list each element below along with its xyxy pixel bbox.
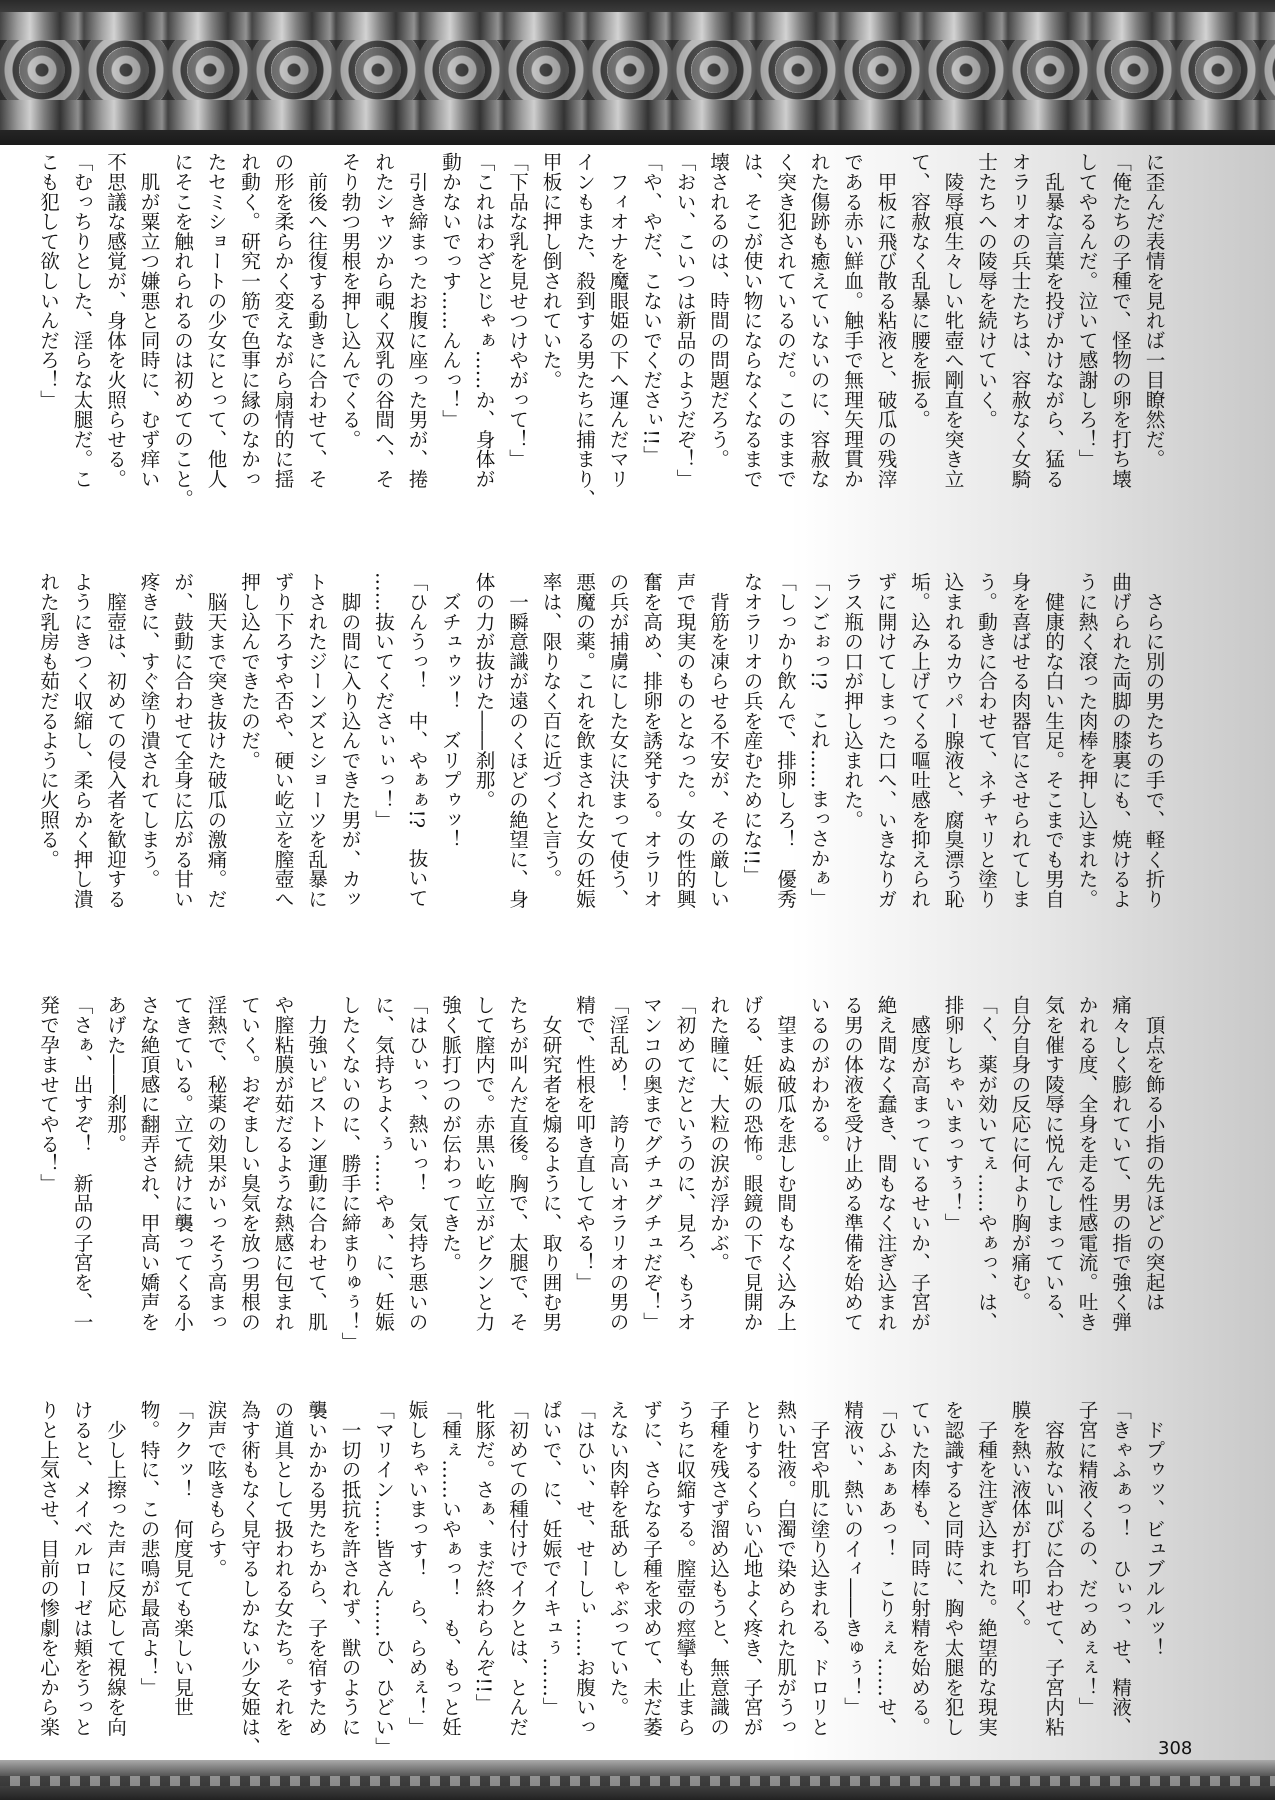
- text-line: 奮を高め、排卵を誘発する。オラリオ: [639, 572, 663, 909]
- text-line: に歪んだ表情を見れば一目瞭然だ。: [1142, 152, 1165, 469]
- text-line: 強く脈打つのが伝わってきた。: [438, 995, 462, 1273]
- text-line: かれる度、全身を走る性感電流。吐き: [1075, 995, 1098, 1332]
- text-line: 涙声で呟きもらす。: [204, 1400, 227, 1579]
- text-line: 「種ぇ……いやぁっ！ も、もっと妊: [438, 1400, 462, 1737]
- text-line: 子宮に精液くるの、だっめぇぇ！」: [1075, 1400, 1098, 1717]
- text-line: 女研究者を煽るように、取り囲む男: [539, 995, 562, 1332]
- text-line: 「さぁ、出すぞ！ 新品の子宮を、一: [70, 995, 93, 1332]
- page-number: 308: [1158, 1738, 1193, 1759]
- text-line: 為す術もなく見守るしかない少女姫は、: [237, 1400, 261, 1757]
- text-line: 押し込んできたのだ。: [237, 572, 261, 770]
- text-line: れたシャツから覗く双乳の谷間へ、そ: [371, 152, 395, 489]
- text-line: れた傷跡も癒えていないのに、容赦な: [807, 152, 830, 489]
- text-line: 「しっかり飲んで、排卵しろ！ 優秀: [773, 572, 797, 909]
- text-tier-1: [36, 152, 1170, 572]
- text-line: さな絶頂感に翻弄され、甲高い嬌声を: [137, 995, 160, 1332]
- text-line: 子種を注ぎ込まれた。絶望的な現実: [974, 1400, 998, 1737]
- text-line: 「きゃふぁっ！ ひぃっ、せ、精液、: [1108, 1400, 1132, 1737]
- text-line: 「俺たちの子種で、怪物の卵を打ち壊: [1108, 152, 1132, 489]
- text-line: 垢。込み上げてくる嘔吐感を抑えられ: [907, 572, 931, 909]
- text-line: そり勃つ男根を押し込んでくる。: [338, 152, 361, 449]
- text-line: れ動く。研究一筋で色事に縁のなかっ: [237, 152, 261, 489]
- text-line: れた瞳に、大粒の涙が浮かぶ。: [706, 995, 730, 1273]
- text-line: ドプゥッ、ビュブルルッ！: [1142, 1400, 1165, 1658]
- text-line: 壊されるのは、時間の問題だろう。: [706, 152, 730, 469]
- text-line: こも犯して欲しいんだろ！」: [36, 152, 60, 410]
- text-line: なオラリオの兵を産むためにな!!」: [740, 572, 763, 886]
- text-line: ていく。おぞましい臭気を放つ男根の: [237, 995, 261, 1332]
- text-line: たセミショートの少女にとって、他人: [204, 152, 227, 489]
- text-line: 「下品な乳を見せつけやがって！」: [505, 152, 529, 469]
- text-line: 自分自身の反応に何より胸が痛む。: [1008, 995, 1031, 1312]
- text-line: て、容赦なく乱暴に腰を振る。: [907, 152, 931, 430]
- text-line: 疼きに、すぐ塗り潰されてしまう。: [137, 572, 160, 889]
- text-line: 「く、薬が効いてぇ……やぁっ、は、: [974, 995, 998, 1332]
- text-line: 健康的な白い生足。そこまでも男自: [1041, 572, 1065, 909]
- text-line: の兵が捕虜にした女に決まって使う、: [606, 572, 629, 909]
- text-line: 体の力が抜けた――刹那。: [472, 572, 495, 810]
- text-line: 「や、やだ、こないでくださぃ!!」: [639, 152, 663, 466]
- text-line: 精液ぃ、熱いのイィ――きゅぅ！」: [840, 1400, 864, 1717]
- text-line: 痛々しく膨れていて、男の指で強く弾: [1108, 995, 1132, 1332]
- text-line: 膜を熱い液体が打ち叩く。: [1008, 1400, 1031, 1638]
- text-line: 子宮や肌に塗り込まれる、ドロリと: [807, 1400, 830, 1737]
- text-line: 脳天まで突き抜けた破瓜の激痛。だ: [204, 572, 227, 909]
- text-line: 気を催す陵辱に悦んでしまっている、: [1041, 995, 1065, 1332]
- text-line: 動かないでっす……んんっ！」: [438, 152, 462, 430]
- decorative-border-bottom: [0, 1760, 1275, 1800]
- text-line: 「マリイン……皆さん……ひ、ひどい」: [371, 1400, 395, 1757]
- text-line: れた乳房も茹だるように火照る。: [36, 572, 60, 869]
- text-line: 声で現実のものとなった。女の性的興: [673, 572, 696, 909]
- text-line: さらに別の男たちの手で、軽く折り: [1142, 572, 1165, 909]
- text-line: 膣壺は、初めての侵入者を歓迎する: [103, 572, 127, 909]
- text-line: 娠しちゃいまっす！ ら、らめぇ！」: [405, 1400, 428, 1737]
- text-line: げる、妊娠の恐怖。眼鏡の下で見開か: [740, 995, 763, 1332]
- text-line: トされたジーンズとショーツを乱暴に: [304, 572, 328, 909]
- text-line: 「はひぃ、せ、せーしぃ……お腹いっ: [572, 1400, 596, 1737]
- text-line: 精で、性根を叩き直してやる！」: [572, 995, 596, 1292]
- text-line: して膣内で。赤黒い屹立がビクンと力: [472, 995, 495, 1332]
- text-line: 「ひんうっ！ 中、やぁぁ!? 抜いて: [405, 572, 428, 908]
- text-line: 頂点を飾る小指の先ほどの突起は: [1142, 995, 1165, 1312]
- text-line: 感度が高まっているせいか、子宮が: [907, 995, 931, 1332]
- text-line: てきている。立て続けに襲ってくる小: [170, 995, 194, 1332]
- text-line: 「ククッ！ 何度見ても楽しい見世: [170, 1400, 194, 1717]
- text-line: 士たちへの陵辱を続けていく。: [974, 152, 998, 430]
- decorative-celtic-border-top: [0, 0, 1275, 145]
- text-line: 子種を残さず溜め込もうと、無意識の: [706, 1400, 730, 1737]
- text-line: とりするくらい心地よく疼き、子宮が: [740, 1400, 763, 1737]
- text-line: マンコの奥までグチュグチュだぞ！」: [639, 995, 663, 1332]
- text-line: してやるんだ。泣いて感謝しろ！」: [1075, 152, 1098, 469]
- text-line: 少し上擦った声に反応して視線を向: [103, 1400, 127, 1737]
- text-line: 乱暴な言葉を投げかけながら、猛る: [1041, 152, 1065, 489]
- text-line: を認識すると同時に、胸や太腿を犯し: [941, 1400, 964, 1737]
- text-line: の形を柔らかく変えながら扇情的に揺: [271, 152, 294, 489]
- text-line: ずに開けてしまった口へ、いきなりガ: [874, 572, 897, 909]
- text-line: 「はひぃっ、熱いっ！ 気持ち悪いの: [405, 995, 428, 1332]
- text-line: ぱいで、に、妊娠でイキュぅ……」: [539, 1400, 562, 1717]
- text-line: フィオナを魔眼姫の下へ運んだマリ: [606, 152, 629, 489]
- text-line: 陵辱痕生々しい牝壺へ剛直を突き立: [941, 152, 964, 489]
- text-line: ……抜いてくださぃぃっ！」: [371, 572, 395, 830]
- text-line: 「むっちりとした、淫らな太腿だ。こ: [70, 152, 93, 489]
- text-line: 「初めての種付けでイクとは、とんだ: [505, 1400, 529, 1737]
- text-line: 甲板に飛び散る粘液と、破瓜の残滓: [874, 152, 897, 489]
- text-line: 前後へ往復する動きに合わせて、そ: [304, 152, 328, 489]
- text-line: く突き犯されているのだ。このままで: [773, 152, 797, 489]
- text-line: 「ンごぉっ!? これ……まっさかぁ」: [807, 572, 830, 908]
- text-line: 一切の抵抗を許されず、獣のように: [338, 1400, 361, 1737]
- text-line: 不思議な感覚が、身体を火照らせる。: [103, 152, 127, 489]
- text-tier-3: [36, 995, 1170, 1415]
- text-line: 発で孕ませてやる！」: [36, 995, 60, 1193]
- text-line: ずり下ろすや否や、硬い屹立を膣壺へ: [271, 572, 294, 909]
- text-line: うちに収縮する。膣壺の痙攣も止まら: [673, 1400, 696, 1737]
- text-line: 背筋を凍らせる不安が、その厳しい: [706, 572, 730, 909]
- text-line: る男の体液を受け止める準備を始めて: [840, 995, 864, 1332]
- text-line: たちが叫んだ直後。胸で、太腿で、そ: [505, 995, 529, 1332]
- text-line: である赤い鮮血。触手で無理矢理貫か: [840, 152, 864, 489]
- text-line: インもまた、殺到する男たちに捕まり、: [572, 152, 596, 509]
- text-line: 容赦ない叫びに合わせて、子宮内粘: [1041, 1400, 1065, 1737]
- text-line: 引き締まったお腹に座った男が、捲: [405, 152, 428, 489]
- text-line: 力強いピストン運動に合わせて、肌: [304, 995, 328, 1332]
- text-line: うに熱く滾った肉棒を押し込まれた。: [1075, 572, 1098, 909]
- text-line: 「初めてだというのに、見ろ、もうオ: [673, 995, 696, 1332]
- text-line: の道具として扱われる女たち。それを: [271, 1400, 294, 1737]
- text-line: 込まれるカウパー腺液と、腐臭漂う恥: [941, 572, 964, 909]
- text-line: にそこを触れられるのは初めてのこと。: [170, 152, 194, 509]
- text-line: ラス瓶の口が押し込まれた。: [840, 572, 864, 830]
- text-line: 牝豚だ。さぁ、まだ終わらんぞ!!」: [472, 1400, 495, 1714]
- text-tier-4: [36, 1400, 1170, 1757]
- text-line: ていた肉棒も、同時に射精を始める。: [907, 1400, 931, 1737]
- text-line: えない肉幹を舐めしゃぶっていた。: [606, 1400, 629, 1717]
- text-line: いるのがわかる。: [807, 995, 830, 1154]
- text-line: や膣粘膜が茹だるような熱感に包まれ: [271, 995, 294, 1332]
- text-line: 悪魔の薬。これを飲まされた女の妊娠: [572, 572, 596, 909]
- text-line: ズチュゥッ！ ズリプゥッ！: [438, 572, 462, 850]
- text-line: 「これはわざとじゃぁ……か、身体が: [472, 152, 495, 489]
- text-line: 脚の間に入り込んできた男が、カッ: [338, 572, 361, 909]
- text-line: 肌が粟立つ嫌悪と同時に、むず痒い: [137, 152, 160, 489]
- text-line: 絶え間なく蠢き、間もなく注ぎ込まれ: [874, 995, 897, 1332]
- text-line: 「淫乱め！ 誇り高いオラリオの男の: [606, 995, 629, 1332]
- text-line: 甲板に押し倒されていた。: [539, 152, 562, 390]
- text-line: は、そこが使い物にならなくなるまで: [740, 152, 763, 489]
- text-line: が、鼓動に合わせて全身に広がる甘い: [170, 572, 194, 909]
- text-line: けると、メイベルローゼは頬をうっと: [70, 1400, 93, 1737]
- text-line: う。動きに合わせて、ネチャリと塗り: [974, 572, 998, 909]
- text-line: 排卵しちゃいまっすぅ！」: [941, 995, 964, 1233]
- text-line: りと上気させ、目前の惨劇を心から楽: [36, 1400, 60, 1737]
- text-line: 「おい、こいつは新品のようだぞ！」: [673, 152, 696, 489]
- text-line: に、気持ちよくぅ……やぁ、に、妊娠: [371, 995, 395, 1332]
- text-line: ようにきつく収縮し、柔らかく押し潰: [70, 572, 93, 909]
- text-line: 「ひふぁぁあっ！ こりぇぇ……せ、: [874, 1400, 897, 1737]
- text-line: ずに、さらなる子種を求めて、未だ萎: [639, 1400, 663, 1737]
- text-line: 曲げられた両脚の膝裏にも、焼けるよ: [1108, 572, 1132, 909]
- text-line: したくないのに、勝手に締まりゅぅ！」: [338, 995, 361, 1352]
- text-line: オラリオの兵士たちは、容赦なく女騎: [1008, 152, 1031, 489]
- text-line: 熱い牡液。白濁で染められた肌がうっ: [773, 1400, 797, 1737]
- text-line: 身を喜ばせる肉器官にさせられてしま: [1008, 572, 1031, 909]
- text-line: 物。特に、この悲鳴が最高よ！」: [137, 1400, 160, 1697]
- text-line: 率は、限りなく百に近づくと言う。: [539, 572, 562, 889]
- text-line: 襲いかかる男たちから、子を宿すため: [304, 1400, 328, 1737]
- text-line: 淫熱で、秘薬の効果がいっそう高まっ: [204, 995, 227, 1332]
- text-line: あげた――刹那。: [103, 995, 127, 1154]
- text-line: 一瞬意識が遠のくほどの絶望に、身: [505, 572, 529, 909]
- text-line: 望まぬ破瓜を悲しむ間もなく込み上: [773, 995, 797, 1332]
- text-tier-2: [36, 572, 1170, 992]
